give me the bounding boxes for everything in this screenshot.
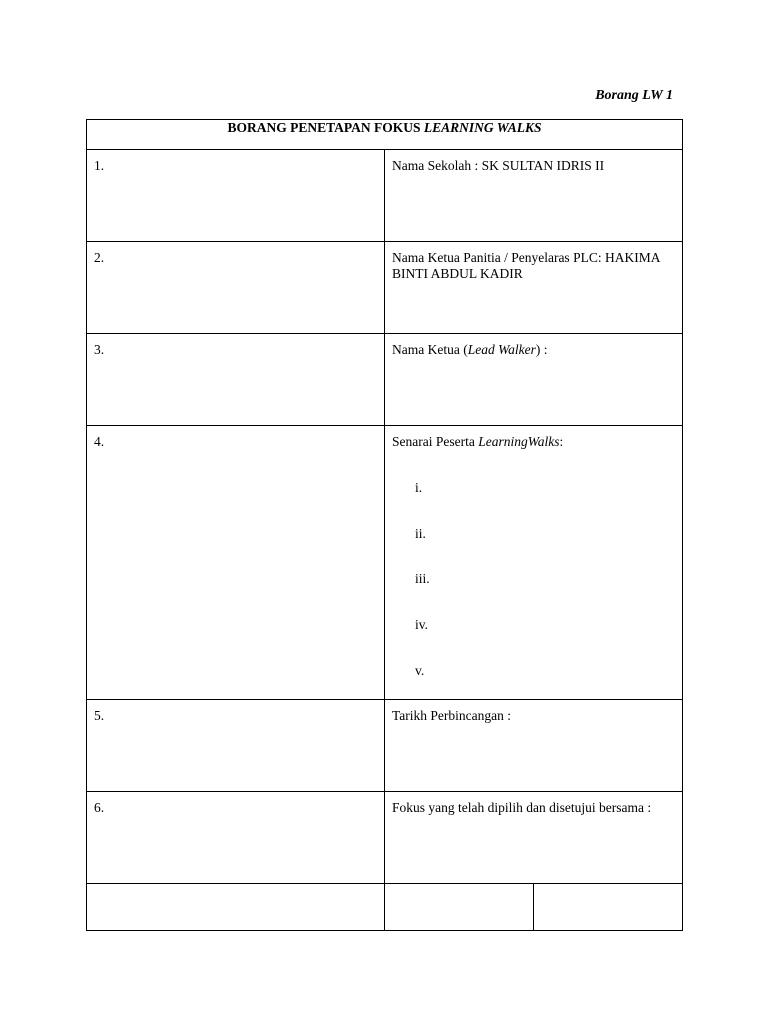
blank-cell-right[interactable]: [533, 884, 682, 930]
participants-label-pre: Senarai Peserta: [392, 434, 479, 449]
participant-item[interactable]: iv.: [415, 617, 428, 633]
participant-item[interactable]: ii.: [415, 525, 426, 541]
participants-field[interactable]: [385, 426, 683, 700]
blank-split-cell: [385, 884, 683, 931]
row-panel-head: [87, 242, 683, 334]
participants-label-italic: LearningWalks: [478, 434, 560, 449]
participant-item[interactable]: i.: [415, 480, 423, 495]
row-agreed-focus: [87, 792, 683, 884]
row-number: 4.: [87, 426, 385, 700]
row-lead-walker: [87, 334, 683, 426]
participant-item[interactable]: iii.: [415, 571, 430, 587]
focus-form-table: [86, 119, 683, 931]
form-title-row: [87, 120, 683, 150]
form-code: Borang LW 1: [595, 88, 673, 103]
form-title-italic: LEARNING WALKS: [423, 120, 542, 135]
row-school-name: [87, 150, 683, 242]
row-number: 2.: [87, 242, 385, 334]
row-number: 5.: [87, 700, 385, 792]
row-number: 3.: [87, 334, 385, 426]
row-participants: [87, 426, 683, 700]
form-title: [87, 120, 683, 150]
blank-cell-left[interactable]: [385, 884, 533, 930]
lead-walker-label-pre: Nama Ketua (: [392, 342, 468, 357]
row-discussion-date: [87, 700, 683, 792]
lead-walker-field[interactable]: [385, 334, 683, 426]
blank-number-cell: [87, 884, 385, 931]
lead-walker-label-post: ) :: [535, 342, 548, 357]
form-title-main: BORANG PENETAPAN FOKUS: [227, 120, 424, 135]
lead-walker-label-italic: Lead Walker: [467, 342, 536, 357]
row-number: 1.: [87, 150, 385, 242]
row-blank: [87, 884, 683, 931]
discussion-date-field[interactable]: Tarikh Perbincangan :: [385, 700, 683, 792]
participants-label-post: :: [559, 434, 564, 449]
participants-list: [392, 480, 682, 679]
blank-split: [385, 884, 682, 930]
row-number: 6.: [87, 792, 385, 884]
participant-item[interactable]: v.: [415, 662, 425, 678]
school-name-field[interactable]: Nama Sekolah : SK SULTAN IDRIS II: [385, 150, 683, 242]
panel-head-field[interactable]: Nama Ketua Panitia / Penyelaras PLC: HAKIMA BINTI ABDUL KADIR: [385, 242, 683, 334]
agreed-focus-field[interactable]: Fokus yang telah dipilih dan disetujui bersama :: [385, 792, 683, 884]
